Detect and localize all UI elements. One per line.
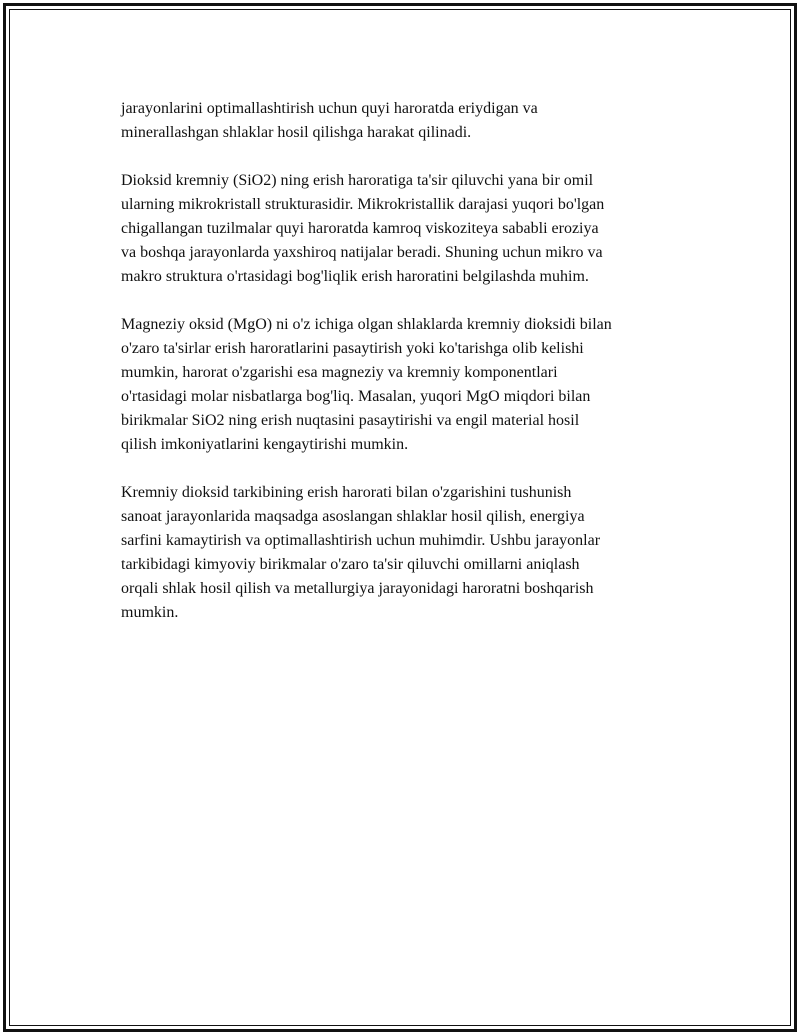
text-line: jarayonlarini optimallashtirish uchun quyi haroratda eriydigan va <box>121 100 538 117</box>
paragraph-3 <box>121 313 701 457</box>
paragraph-1 <box>121 97 701 145</box>
text-line: o'rtasidagi molar nisbatlarga bog'liq. Masalan, yuqori MgO miqdori bilan <box>121 388 591 405</box>
text-line: qilish imkoniyatlarini kengaytirishi mumkin. <box>121 436 409 453</box>
text-line: tarkibidagi kimyoviy birikmalar o'zaro ta'sir qiluvchi omillarni aniqlash <box>121 556 580 573</box>
text-line: minerallashgan shlaklar hosil qilishga harakat qilinadi. <box>121 124 472 141</box>
text-line: mumkin, harorat o'zgarishi esa magneziy va kremniy komponentlari <box>121 364 558 381</box>
text-line: Dioksid kremniy (SiO2) ning erish haroratiga ta'sir qiluvchi yana bir omil <box>121 172 594 189</box>
text-line: birikmalar SiO2 ning erish nuqtasini pasaytirishi va engil material hosil <box>121 412 580 429</box>
page-border <box>3 3 797 1032</box>
paragraph-2 <box>121 169 701 289</box>
text-line: ularning mikrokristall strukturasidir. Mikrokristallik darajasi yuqori bo'lgan <box>121 196 605 213</box>
text-line: Magneziy oksid (MgO) ni o'z ichiga olgan shlaklarda kremniy dioksidi bilan <box>121 316 612 333</box>
text-line: Kremniy dioksid tarkibining erish harorati bilan o'zgarishini tushunish <box>121 484 572 501</box>
text-line: orqali shlak hosil qilish va metallurgiya jarayonidagi haroratni boshqarish <box>121 580 594 597</box>
text-line: sanoat jarayonlarida maqsadga asoslangan shlaklar hosil qilish, energiya <box>121 508 585 525</box>
paragraph-4 <box>121 481 701 625</box>
text-line: mumkin. <box>121 604 179 621</box>
text-line: makro struktura o'rtasidagi bog'liqlik erish haroratini belgilashda muhim. <box>121 268 589 285</box>
text-line: va boshqa jarayonlarda yaxshiroq natijalar beradi. Shuning uchun mikro va <box>121 244 603 261</box>
document-body <box>121 97 701 649</box>
text-line: chigallangan tuzilmalar quyi haroratda kamroq viskoziteya sababli eroziya <box>121 220 599 237</box>
text-line: o'zaro ta'sirlar erish haroratlarini pasaytirish yoki ko'tarishga olib kelishi <box>121 340 584 357</box>
text-line: sarfini kamaytirish va optimallashtirish uchun muhimdir. Ushbu jarayonlar <box>121 532 601 549</box>
